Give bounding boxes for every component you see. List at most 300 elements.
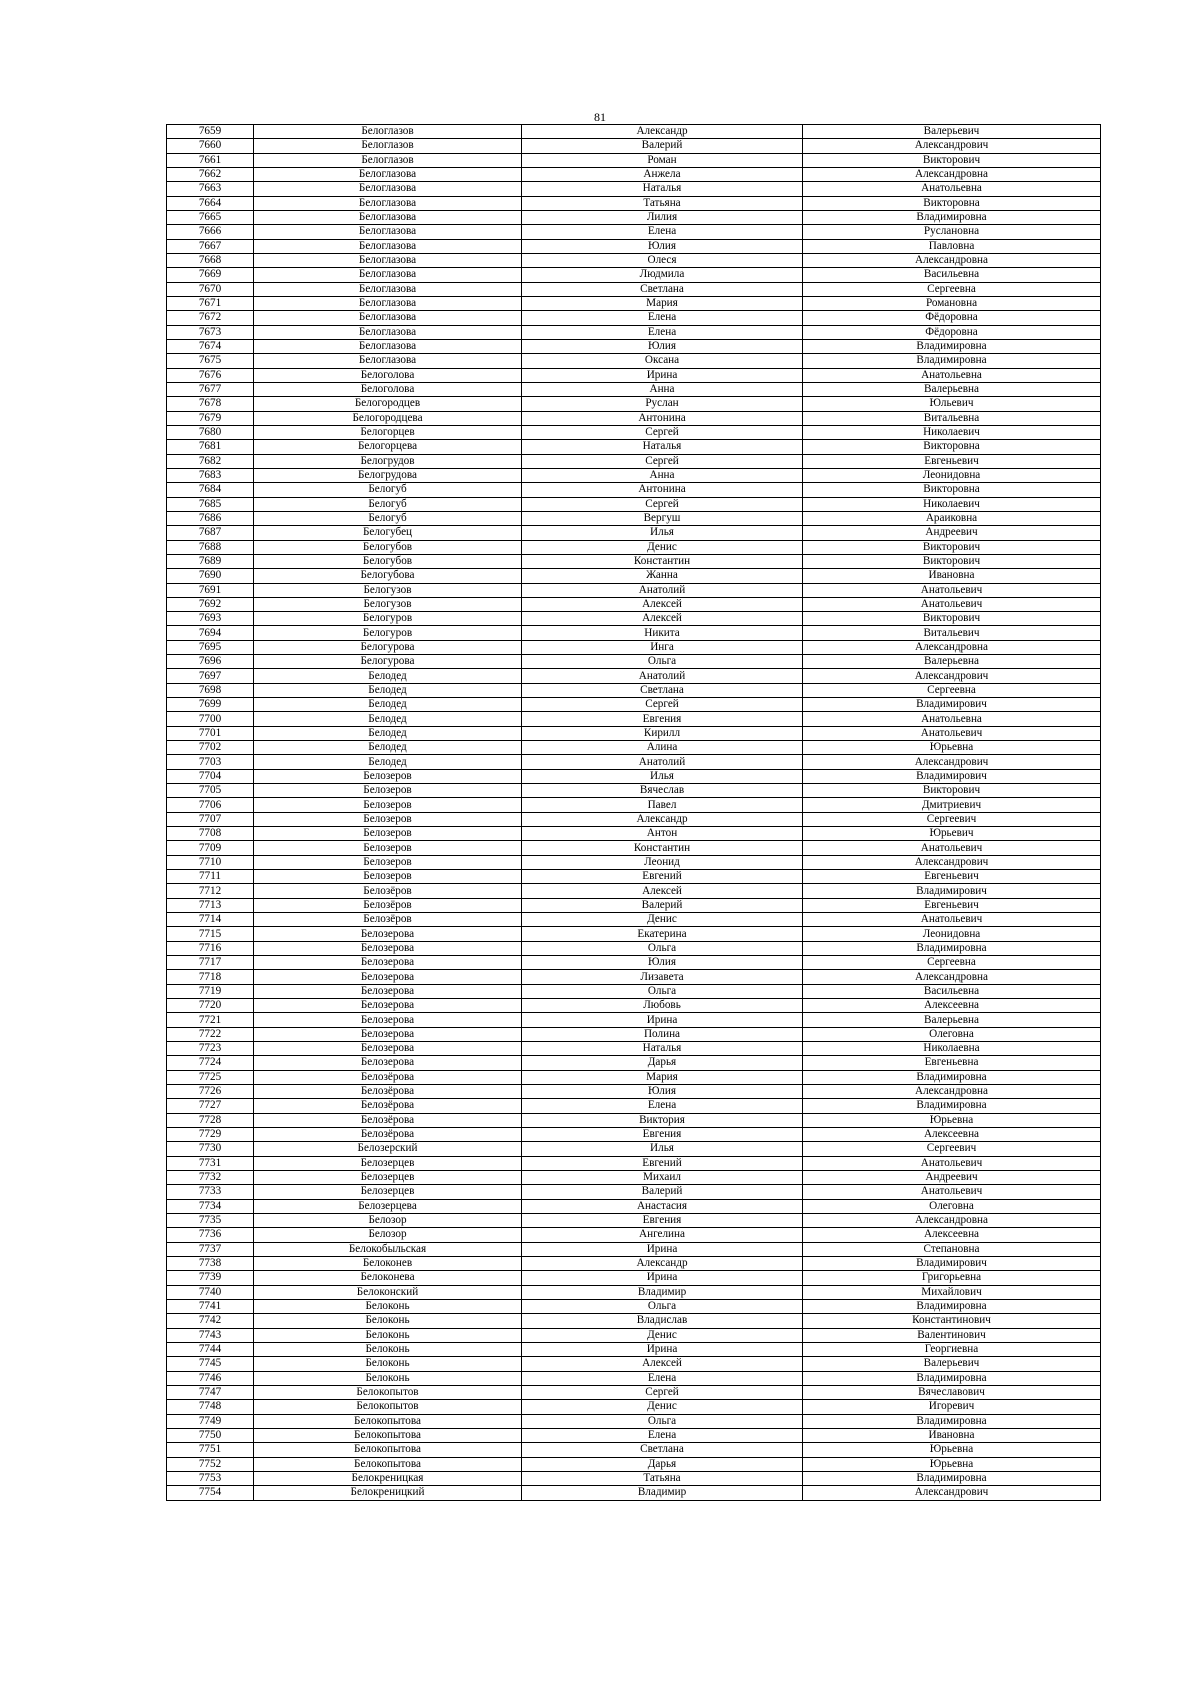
- first-name-cell: Сергей: [522, 698, 803, 712]
- patronymic-cell: Владимирович: [803, 1256, 1101, 1270]
- row-number-cell: 7740: [167, 1285, 254, 1299]
- first-name-cell: Алексей: [522, 884, 803, 898]
- table-row: [167, 1385, 1101, 1399]
- last-name-cell: Белодед: [254, 683, 522, 697]
- table-row: [167, 870, 1101, 884]
- patronymic-cell: Алексеевна: [803, 1127, 1101, 1141]
- row-number-cell: 7680: [167, 425, 254, 439]
- patronymic-cell: Олеговна: [803, 1027, 1101, 1041]
- patronymic-cell: Валерьевич: [803, 125, 1101, 139]
- patronymic-cell: Анатольевна: [803, 368, 1101, 382]
- row-number-cell: 7720: [167, 999, 254, 1013]
- row-number-cell: 7700: [167, 712, 254, 726]
- patronymic-cell: Васильевна: [803, 268, 1101, 282]
- table-row: [167, 1314, 1101, 1328]
- first-name-cell: Полина: [522, 1027, 803, 1041]
- patronymic-cell: Викторович: [803, 554, 1101, 568]
- patronymic-cell: Анатольевич: [803, 726, 1101, 740]
- first-name-cell: Ольга: [522, 1299, 803, 1313]
- last-name-cell: Белозор: [254, 1228, 522, 1242]
- last-name-cell: Белодед: [254, 669, 522, 683]
- table-row: [167, 769, 1101, 783]
- first-name-cell: Александр: [522, 1256, 803, 1270]
- first-name-cell: Дарья: [522, 1056, 803, 1070]
- first-name-cell: Юлия: [522, 339, 803, 353]
- row-number-cell: 7721: [167, 1013, 254, 1027]
- first-name-cell: Ирина: [522, 1242, 803, 1256]
- patronymic-cell: Анатольевна: [803, 712, 1101, 726]
- last-name-cell: Белозеров: [254, 855, 522, 869]
- last-name-cell: Белозерова: [254, 1027, 522, 1041]
- patronymic-cell: Георгиевна: [803, 1342, 1101, 1356]
- last-name-cell: Белозерова: [254, 1042, 522, 1056]
- last-name-cell: Белозерский: [254, 1142, 522, 1156]
- last-name-cell: Белозерцев: [254, 1170, 522, 1184]
- patronymic-cell: Анатольевич: [803, 913, 1101, 927]
- last-name-cell: Белогрудова: [254, 468, 522, 482]
- patronymic-cell: Анатольевич: [803, 841, 1101, 855]
- patronymic-cell: Витальевич: [803, 626, 1101, 640]
- last-name-cell: Белозерова: [254, 1056, 522, 1070]
- first-name-cell: Сергей: [522, 425, 803, 439]
- table-row: [167, 368, 1101, 382]
- table-row: [167, 1056, 1101, 1070]
- patronymic-cell: Леонидовна: [803, 468, 1101, 482]
- patronymic-cell: Владимировна: [803, 1099, 1101, 1113]
- table-row: [167, 1285, 1101, 1299]
- last-name-cell: Белозерова: [254, 999, 522, 1013]
- row-number-cell: 7727: [167, 1099, 254, 1113]
- row-number-cell: 7670: [167, 282, 254, 296]
- patronymic-cell: Ивановна: [803, 1428, 1101, 1442]
- table-row: [167, 526, 1101, 540]
- row-number-cell: 7737: [167, 1242, 254, 1256]
- row-number-cell: 7696: [167, 655, 254, 669]
- row-number-cell: 7713: [167, 898, 254, 912]
- first-name-cell: Наталья: [522, 1042, 803, 1056]
- first-name-cell: Денис: [522, 1328, 803, 1342]
- last-name-cell: Белозёрова: [254, 1084, 522, 1098]
- patronymic-cell: Андреевич: [803, 1170, 1101, 1184]
- first-name-cell: Алина: [522, 741, 803, 755]
- first-name-cell: Константин: [522, 841, 803, 855]
- last-name-cell: Белоглазова: [254, 210, 522, 224]
- table-row: [167, 325, 1101, 339]
- row-number-cell: 7714: [167, 913, 254, 927]
- table-row: [167, 1414, 1101, 1428]
- first-name-cell: Владимир: [522, 1285, 803, 1299]
- first-name-cell: Наталья: [522, 182, 803, 196]
- last-name-cell: Белозеров: [254, 841, 522, 855]
- row-number-cell: 7702: [167, 741, 254, 755]
- patronymic-cell: Александровна: [803, 640, 1101, 654]
- patronymic-cell: Александрович: [803, 755, 1101, 769]
- patronymic-cell: Валентинович: [803, 1328, 1101, 1342]
- first-name-cell: Жанна: [522, 569, 803, 583]
- last-name-cell: Белоконь: [254, 1342, 522, 1356]
- patronymic-cell: Вячеславович: [803, 1385, 1101, 1399]
- row-number-cell: 7690: [167, 569, 254, 583]
- row-number-cell: 7736: [167, 1228, 254, 1242]
- table-row: [167, 1185, 1101, 1199]
- last-name-cell: Белоглазова: [254, 253, 522, 267]
- patronymic-cell: Владимировна: [803, 210, 1101, 224]
- last-name-cell: Белозерова: [254, 970, 522, 984]
- row-number-cell: 7676: [167, 368, 254, 382]
- first-name-cell: Александр: [522, 812, 803, 826]
- patronymic-cell: Романовна: [803, 296, 1101, 310]
- patronymic-cell: Александрович: [803, 1486, 1101, 1500]
- patronymic-cell: Олеговна: [803, 1199, 1101, 1213]
- row-number-cell: 7682: [167, 454, 254, 468]
- last-name-cell: Белоконь: [254, 1314, 522, 1328]
- last-name-cell: Белокреницкая: [254, 1471, 522, 1485]
- row-number-cell: 7692: [167, 597, 254, 611]
- table-row: [167, 411, 1101, 425]
- last-name-cell: Белозёров: [254, 898, 522, 912]
- row-number-cell: 7695: [167, 640, 254, 654]
- patronymic-cell: Григорьевна: [803, 1271, 1101, 1285]
- last-name-cell: Белозеров: [254, 812, 522, 826]
- row-number-cell: 7672: [167, 311, 254, 325]
- patronymic-cell: Александрович: [803, 669, 1101, 683]
- patronymic-cell: Алексеевна: [803, 1228, 1101, 1242]
- table-row: [167, 167, 1101, 181]
- table-row: [167, 1070, 1101, 1084]
- first-name-cell: Юлия: [522, 239, 803, 253]
- table-row: [167, 784, 1101, 798]
- last-name-cell: Белогубов: [254, 540, 522, 554]
- first-name-cell: Анастасия: [522, 1199, 803, 1213]
- table-row: [167, 1013, 1101, 1027]
- table-row: [167, 640, 1101, 654]
- patronymic-cell: Владимировна: [803, 941, 1101, 955]
- table-row: [167, 468, 1101, 482]
- first-name-cell: Елена: [522, 1371, 803, 1385]
- row-number-cell: 7666: [167, 225, 254, 239]
- patronymic-cell: Ивановна: [803, 569, 1101, 583]
- row-number-cell: 7710: [167, 855, 254, 869]
- row-number-cell: 7741: [167, 1299, 254, 1313]
- page-number: 81: [594, 110, 606, 124]
- first-name-cell: Евгения: [522, 1213, 803, 1227]
- first-name-cell: Татьяна: [522, 1471, 803, 1485]
- patronymic-cell: Фёдоровна: [803, 311, 1101, 325]
- last-name-cell: Белоглазов: [254, 125, 522, 139]
- last-name-cell: Белогуб: [254, 511, 522, 525]
- last-name-cell: Белозёрова: [254, 1127, 522, 1141]
- row-number-cell: 7685: [167, 497, 254, 511]
- row-number-cell: 7681: [167, 440, 254, 454]
- last-name-cell: Белодед: [254, 755, 522, 769]
- last-name-cell: Белогорцев: [254, 425, 522, 439]
- table-row: [167, 454, 1101, 468]
- first-name-cell: Валерий: [522, 898, 803, 912]
- last-name-cell: Белогурова: [254, 640, 522, 654]
- row-number-cell: 7731: [167, 1156, 254, 1170]
- row-number-cell: 7661: [167, 153, 254, 167]
- table-row: [167, 1400, 1101, 1414]
- patronymic-cell: Леонидовна: [803, 927, 1101, 941]
- row-number-cell: 7691: [167, 583, 254, 597]
- last-name-cell: Белозерова: [254, 1013, 522, 1027]
- table-row: [167, 1099, 1101, 1113]
- row-number-cell: 7726: [167, 1084, 254, 1098]
- table-row: [167, 726, 1101, 740]
- row-number-cell: 7675: [167, 354, 254, 368]
- first-name-cell: Руслан: [522, 397, 803, 411]
- patronymic-cell: Викторовна: [803, 196, 1101, 210]
- patronymic-cell: Анатольевич: [803, 583, 1101, 597]
- first-name-cell: Елена: [522, 1428, 803, 1442]
- last-name-cell: Белогузов: [254, 583, 522, 597]
- table-row: [167, 913, 1101, 927]
- first-name-cell: Анатолий: [522, 669, 803, 683]
- last-name-cell: Белокреницкий: [254, 1486, 522, 1500]
- patronymic-cell: Анатольевна: [803, 182, 1101, 196]
- first-name-cell: Мария: [522, 1070, 803, 1084]
- patronymic-cell: Викторович: [803, 784, 1101, 798]
- last-name-cell: Белодед: [254, 712, 522, 726]
- first-name-cell: Людмила: [522, 268, 803, 282]
- row-number-cell: 7686: [167, 511, 254, 525]
- row-number-cell: 7705: [167, 784, 254, 798]
- row-number-cell: 7738: [167, 1256, 254, 1270]
- patronymic-cell: Александровна: [803, 1084, 1101, 1098]
- last-name-cell: Белоглазова: [254, 282, 522, 296]
- patronymic-cell: Валерьевич: [803, 1357, 1101, 1371]
- first-name-cell: Мария: [522, 296, 803, 310]
- last-name-cell: Белозерова: [254, 927, 522, 941]
- first-name-cell: Антон: [522, 827, 803, 841]
- last-name-cell: Белогорцева: [254, 440, 522, 454]
- last-name-cell: Белозеров: [254, 798, 522, 812]
- last-name-cell: Белоконева: [254, 1271, 522, 1285]
- last-name-cell: Белокопытова: [254, 1457, 522, 1471]
- last-name-cell: Белоглазова: [254, 182, 522, 196]
- first-name-cell: Инга: [522, 640, 803, 654]
- first-name-cell: Татьяна: [522, 196, 803, 210]
- last-name-cell: Белогуров: [254, 626, 522, 640]
- first-name-cell: Евгения: [522, 1127, 803, 1141]
- first-name-cell: Денис: [522, 913, 803, 927]
- table-row: [167, 970, 1101, 984]
- first-name-cell: Анна: [522, 468, 803, 482]
- table-row: [167, 884, 1101, 898]
- first-name-cell: Владислав: [522, 1314, 803, 1328]
- last-name-cell: Белогубова: [254, 569, 522, 583]
- patronymic-cell: Викторович: [803, 153, 1101, 167]
- table-row: [167, 941, 1101, 955]
- row-number-cell: 7750: [167, 1428, 254, 1442]
- last-name-cell: Белогурова: [254, 655, 522, 669]
- patronymic-cell: Евгеньевна: [803, 1056, 1101, 1070]
- patronymic-cell: Руслановна: [803, 225, 1101, 239]
- row-number-cell: 7733: [167, 1185, 254, 1199]
- table-row: [167, 397, 1101, 411]
- first-name-cell: Вячеслав: [522, 784, 803, 798]
- last-name-cell: Белоконь: [254, 1357, 522, 1371]
- last-name-cell: Белозеров: [254, 870, 522, 884]
- row-number-cell: 7724: [167, 1056, 254, 1070]
- table-row: [167, 569, 1101, 583]
- patronymic-cell: Михайлович: [803, 1285, 1101, 1299]
- table-row: [167, 296, 1101, 310]
- patronymic-cell: Александровна: [803, 1213, 1101, 1227]
- last-name-cell: Белоконский: [254, 1285, 522, 1299]
- table-row: [167, 1256, 1101, 1270]
- first-name-cell: Анатолий: [522, 583, 803, 597]
- row-number-cell: 7678: [167, 397, 254, 411]
- first-name-cell: Сергей: [522, 497, 803, 511]
- last-name-cell: Белокопытова: [254, 1443, 522, 1457]
- last-name-cell: Белозерова: [254, 956, 522, 970]
- last-name-cell: Белоголова: [254, 368, 522, 382]
- patronymic-cell: Константинович: [803, 1314, 1101, 1328]
- table-row: [167, 698, 1101, 712]
- patronymic-cell: Владимирович: [803, 698, 1101, 712]
- first-name-cell: Валерий: [522, 139, 803, 153]
- row-number-cell: 7748: [167, 1400, 254, 1414]
- row-number-cell: 7704: [167, 769, 254, 783]
- row-number-cell: 7734: [167, 1199, 254, 1213]
- patronymic-cell: Юрьевна: [803, 1457, 1101, 1471]
- patronymic-cell: Владимировна: [803, 339, 1101, 353]
- table-row: [167, 182, 1101, 196]
- patronymic-cell: Степановна: [803, 1242, 1101, 1256]
- last-name-cell: Белоглазов: [254, 153, 522, 167]
- first-name-cell: Алексей: [522, 1357, 803, 1371]
- first-name-cell: Вергуш: [522, 511, 803, 525]
- patronymic-cell: Александровна: [803, 253, 1101, 267]
- patronymic-cell: Евгеньевич: [803, 870, 1101, 884]
- table-row: [167, 755, 1101, 769]
- patronymic-cell: Николаевич: [803, 425, 1101, 439]
- table-row: [167, 311, 1101, 325]
- row-number-cell: 7683: [167, 468, 254, 482]
- first-name-cell: Ольга: [522, 941, 803, 955]
- row-number-cell: 7674: [167, 339, 254, 353]
- row-number-cell: 7745: [167, 1357, 254, 1371]
- table-row: [167, 798, 1101, 812]
- row-number-cell: 7723: [167, 1042, 254, 1056]
- first-name-cell: Елена: [522, 225, 803, 239]
- last-name-cell: Белозеров: [254, 769, 522, 783]
- first-name-cell: Сергей: [522, 1385, 803, 1399]
- last-name-cell: Белоглазова: [254, 196, 522, 210]
- row-number-cell: 7689: [167, 554, 254, 568]
- first-name-cell: Кирилл: [522, 726, 803, 740]
- first-name-cell: Павел: [522, 798, 803, 812]
- patronymic-cell: Николаевич: [803, 497, 1101, 511]
- last-name-cell: Белоглазова: [254, 325, 522, 339]
- last-name-cell: Белоглазова: [254, 268, 522, 282]
- first-name-cell: Валерий: [522, 1185, 803, 1199]
- patronymic-cell: Фёдоровна: [803, 325, 1101, 339]
- first-name-cell: Роман: [522, 153, 803, 167]
- first-name-cell: Ирина: [522, 1271, 803, 1285]
- first-name-cell: Светлана: [522, 282, 803, 296]
- patronymic-cell: Викторович: [803, 540, 1101, 554]
- table-row: [167, 1170, 1101, 1184]
- first-name-cell: Олеся: [522, 253, 803, 267]
- last-name-cell: Белозёрова: [254, 1113, 522, 1127]
- row-number-cell: 7703: [167, 755, 254, 769]
- last-name-cell: Белоконь: [254, 1371, 522, 1385]
- last-name-cell: Белозёрова: [254, 1070, 522, 1084]
- row-number-cell: 7742: [167, 1314, 254, 1328]
- table-row: [167, 1328, 1101, 1342]
- patronymic-cell: Араиковна: [803, 511, 1101, 525]
- first-name-cell: Ангелина: [522, 1228, 803, 1242]
- last-name-cell: Белозеров: [254, 784, 522, 798]
- table-row: [167, 210, 1101, 224]
- table-row: [167, 225, 1101, 239]
- first-name-cell: Ирина: [522, 368, 803, 382]
- table-row: [167, 1371, 1101, 1385]
- patronymic-cell: Сергеевна: [803, 683, 1101, 697]
- table-row: [167, 1471, 1101, 1485]
- first-name-cell: Юлия: [522, 1084, 803, 1098]
- table-row: [167, 425, 1101, 439]
- first-name-cell: Илья: [522, 769, 803, 783]
- patronymic-cell: Викторович: [803, 612, 1101, 626]
- row-number-cell: 7711: [167, 870, 254, 884]
- table-row: [167, 1357, 1101, 1371]
- table-row: [167, 583, 1101, 597]
- first-name-cell: Евгения: [522, 712, 803, 726]
- table-row: [167, 597, 1101, 611]
- patronymic-cell: Викторовна: [803, 483, 1101, 497]
- first-name-cell: Денис: [522, 1400, 803, 1414]
- patronymic-cell: Евгеньевич: [803, 454, 1101, 468]
- table-row: [167, 841, 1101, 855]
- last-name-cell: Белокопытов: [254, 1385, 522, 1399]
- last-name-cell: Белогуров: [254, 612, 522, 626]
- first-name-cell: Оксана: [522, 354, 803, 368]
- last-name-cell: Белозор: [254, 1213, 522, 1227]
- last-name-cell: Белодед: [254, 726, 522, 740]
- table-row: [167, 125, 1101, 139]
- row-number-cell: 7671: [167, 296, 254, 310]
- row-number-cell: 7679: [167, 411, 254, 425]
- table-row: [167, 354, 1101, 368]
- table-row: [167, 1428, 1101, 1442]
- registry-body: [167, 125, 1101, 1501]
- table-row: [167, 1486, 1101, 1500]
- patronymic-cell: Евгеньевич: [803, 898, 1101, 912]
- first-name-cell: Михаил: [522, 1170, 803, 1184]
- patronymic-cell: Андреевич: [803, 526, 1101, 540]
- patronymic-cell: Сергеевна: [803, 956, 1101, 970]
- table-row: [167, 139, 1101, 153]
- last-name-cell: Белокопытова: [254, 1414, 522, 1428]
- last-name-cell: Белозеров: [254, 827, 522, 841]
- table-row: [167, 683, 1101, 697]
- first-name-cell: Светлана: [522, 1443, 803, 1457]
- first-name-cell: Александр: [522, 125, 803, 139]
- table-row: [167, 1228, 1101, 1242]
- first-name-cell: Илья: [522, 526, 803, 540]
- first-name-cell: Сергей: [522, 454, 803, 468]
- row-number-cell: 7725: [167, 1070, 254, 1084]
- first-name-cell: Елена: [522, 1099, 803, 1113]
- first-name-cell: Анна: [522, 382, 803, 396]
- first-name-cell: Антонина: [522, 483, 803, 497]
- row-number-cell: 7749: [167, 1414, 254, 1428]
- table-row: [167, 1142, 1101, 1156]
- last-name-cell: Белодед: [254, 698, 522, 712]
